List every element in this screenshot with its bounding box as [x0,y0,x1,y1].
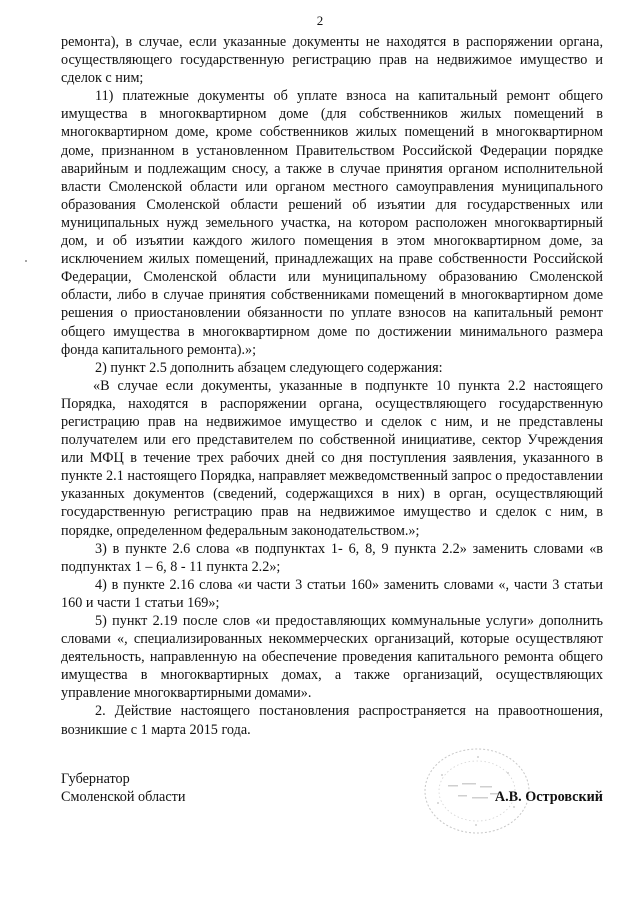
paragraph-point-5: 5) пункт 2.19 после слов «и предоставляющих коммунальные услуги» дополнить словами «, специализированных некоммерческих организаций, которые осуществляют деятельность, направленную на обеспечение проведения капитального ремонта общего имущества в многоквартирных домах, а также организаций, осуществляющих управление многоквартирными домами». [61,613,603,702]
paragraph-quoted-insert: «В случае если документы, указанные в подпункте 10 пункта 2.2 настоящего Порядка, находятся в распоряжении органа, осуществляющего государственную регистрацию прав на недвижимое имущество и сделок с ним, и не представлены получателем или его представителем по собственной инициативе, сектор Учреждения или МФЦ в течение трех рабочих дней со дня поступления заявления, указанного в пункте 2.1 настоящего Порядка, направляет межведомственный запрос о предоставлении указанных документов (сведений, содержащихся в них) в орган, осуществляющий государственную регистрацию прав на недвижимое имущество и сделок с ним, в порядке, определенном федеральным законодательством.»; [61,377,603,539]
signatory-title-line-2: Смоленской области [61,789,186,806]
signatory-position [61,770,311,806]
page-number: 2 [316,13,324,28]
paragraph-item-11: 11) платежные документы об уплате взноса на капитальный ремонт общего имущества в многоквартирном доме (для собственников жилых помещений в многоквартирном доме, кроме собственников жилых помещений в многоквартирном доме, признанном в установленном Правительством Российской Федерации порядке аварийным и подлежащим сносу, а также в случае принятия органом исполнительной власти Смоленской области или органом местного самоуправления муниципального образования Смоленской области решений об изъятии для государственных или муниципальных нужд земельного участка, на котором расположен многоквартирный дом, и об изъятии каждого жилого помещения в этом многоквартирном доме, за исключением жилых помещений, принадлежащих на праве собственности Российской Федерации, Смоленской области или муниципальному образованию Смоленской области, либо в случае принятия собственниками помещений в многоквартирном доме решения о приостановлении обязанности по уплате взносов на капитальный ремонт общего имущества в многоквартирном доме по достижении минимального размера фонда капитального ремонта).»; [61,88,603,358]
paragraph-continuation: ремонта), в случае, если указанные документы не находятся в распоряжении органа, осуществляющего государственную регистрацию прав на недвижимое имущество и сделок с ним; [61,34,603,87]
margin-mark [25,260,27,262]
paragraph-point-4: 4) в пункте 2.16 слова «и части 3 статьи 160» заменить словами «, части 3 статьи 160 и части 1 статьи 169»; [61,576,603,611]
paragraph-point-3: 3) в пункте 2.6 слова «в подпунктах 1- 6, 8, 9 пункта 2.2» заменить словами «в подпунктах 1 – 6, 8 - 11 пункта 2.2»; [61,540,603,575]
paragraph-point-2: 2) пункт 2.5 дополнить абзацем следующего содержания: [95,359,443,376]
signatory-name: А.В. Островский [494,789,603,805]
signatory-title-line-1: Губернатор [61,771,130,787]
document-body [61,33,603,739]
paragraph-section-2: 2. Действие настоящего постановления распространяется на правоотношения, возникшие с 1 марта 2015 года. [61,703,603,738]
